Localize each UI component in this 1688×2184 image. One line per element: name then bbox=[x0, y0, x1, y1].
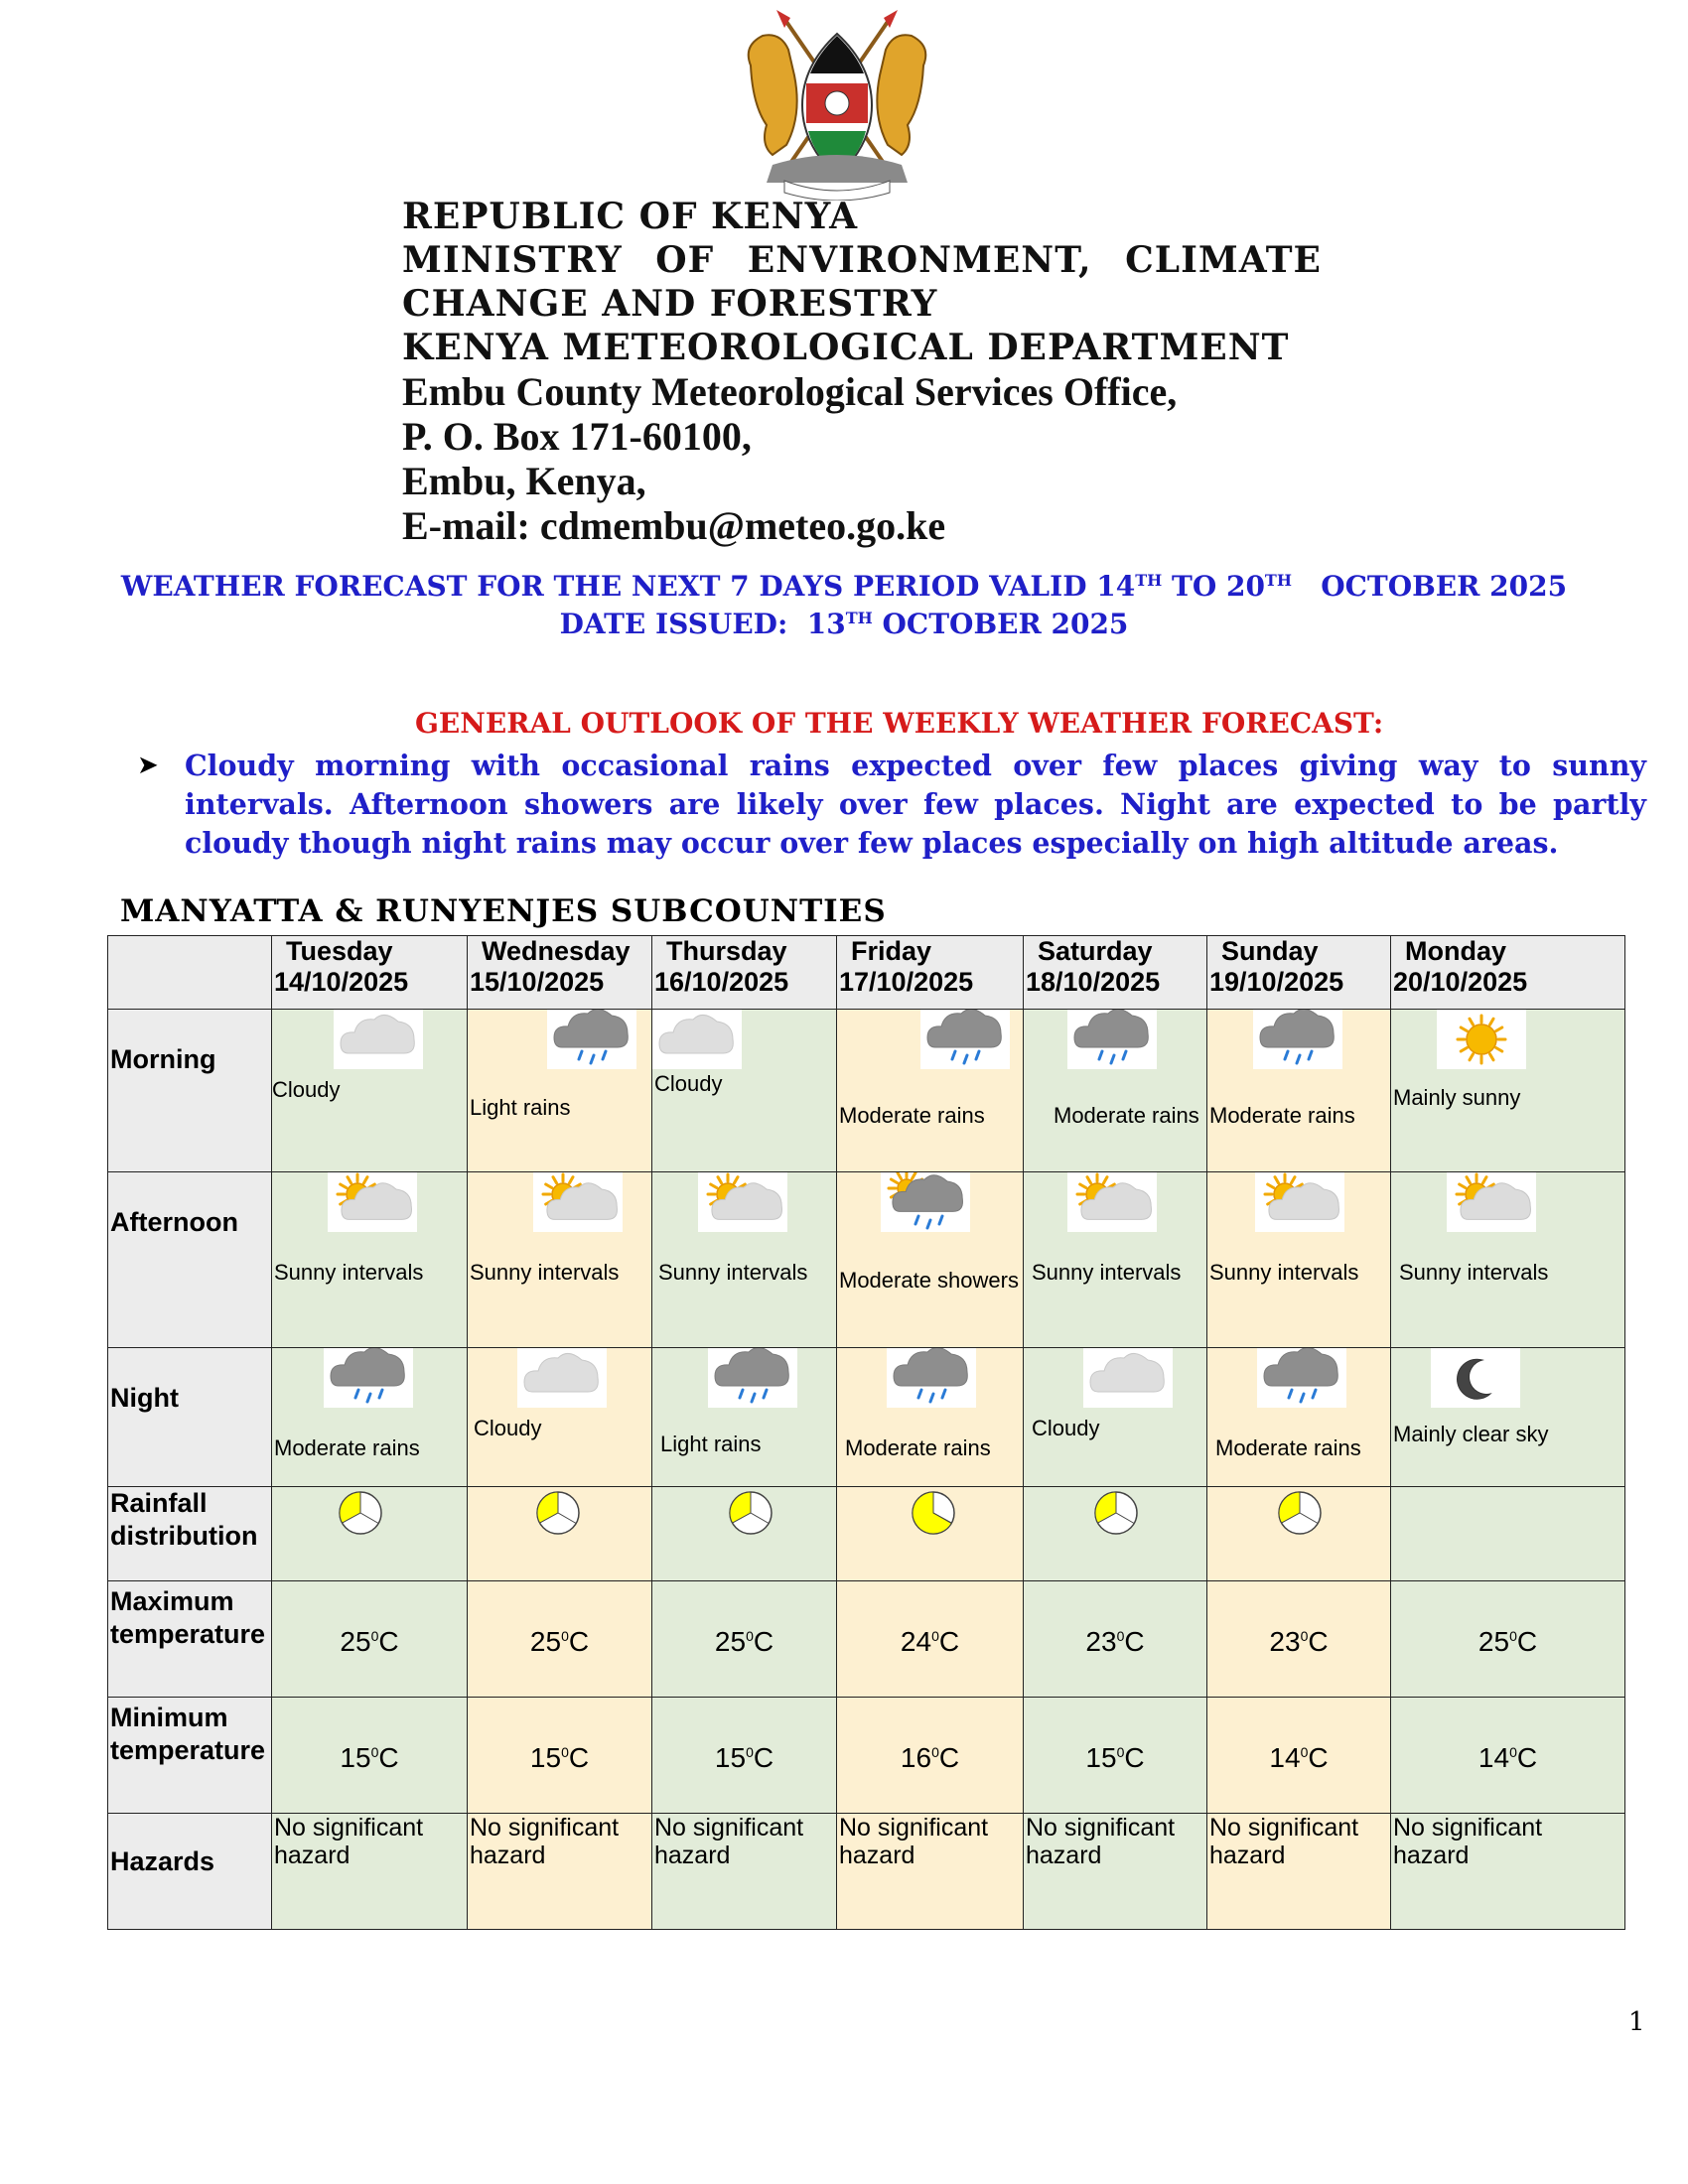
day-header bbox=[468, 936, 652, 1010]
morning-weather-text: Moderate rains bbox=[1054, 1103, 1199, 1128]
rainfall-pie-icon bbox=[728, 1490, 774, 1536]
ministry-word: MINISTRY bbox=[402, 239, 623, 281]
day-header bbox=[837, 936, 1024, 1010]
afternoon-row bbox=[108, 1172, 1625, 1348]
rainfall-pie-icon bbox=[1277, 1490, 1323, 1536]
hazards-row bbox=[108, 1814, 1625, 1930]
rainfall-pie-icon bbox=[1093, 1490, 1139, 1536]
day-date: 16/10/2025 bbox=[654, 967, 789, 997]
day-date: 20/10/2025 bbox=[1393, 967, 1528, 997]
day-date: 17/10/2025 bbox=[839, 967, 974, 997]
hazard-text: No significant hazard bbox=[272, 1814, 468, 1930]
row-label-night: Night bbox=[108, 1348, 272, 1487]
rain-cloud-icon bbox=[547, 1010, 636, 1069]
page-number: 1 bbox=[1628, 2007, 1645, 2037]
row-label-rainfall: Rainfall distribution bbox=[108, 1487, 272, 1581]
max-temperature-value: $25^0C$ bbox=[652, 1581, 837, 1698]
afternoon-weather-cell bbox=[1207, 1172, 1391, 1348]
day-name: Sunday bbox=[1221, 936, 1319, 966]
night-weather-text: Light rains bbox=[660, 1432, 762, 1456]
min-temperature-value: $16^0C$ bbox=[837, 1698, 1024, 1814]
sun-cloud-icon bbox=[698, 1172, 787, 1232]
rainfall-distribution-cell bbox=[468, 1487, 652, 1581]
night-weather-cell bbox=[272, 1348, 468, 1487]
max-temperature-value: $23^0C$ bbox=[1207, 1581, 1391, 1698]
header-ministry-line bbox=[402, 238, 1322, 282]
afternoon-weather-text: Sunny intervals bbox=[1032, 1260, 1182, 1285]
afternoon-weather-cell bbox=[1024, 1172, 1207, 1348]
min-temperature-value: $15^0C$ bbox=[652, 1698, 837, 1814]
day-name: Tuesday bbox=[286, 936, 393, 966]
day-name: Friday bbox=[851, 936, 932, 966]
rain-cloud-icon bbox=[920, 1010, 1010, 1069]
morning-weather-text: Mainly sunny bbox=[1393, 1085, 1521, 1110]
rainfall-pie-icon bbox=[338, 1490, 383, 1536]
ministry-word: OF bbox=[655, 239, 715, 281]
moon-icon bbox=[1431, 1348, 1520, 1408]
rainfall-distribution-cell bbox=[1024, 1487, 1207, 1581]
morning-weather-text: Moderate rains bbox=[1209, 1103, 1355, 1128]
morning-weather-cell bbox=[272, 1010, 468, 1172]
sun-cloud-icon bbox=[1067, 1172, 1157, 1232]
max-temperature-value: $23^0C$ bbox=[1024, 1581, 1207, 1698]
morning-weather-cell bbox=[1391, 1010, 1625, 1172]
day-date: 14/10/2025 bbox=[274, 967, 409, 997]
max-temperature-value: $25^0C$ bbox=[1391, 1581, 1625, 1698]
morning-weather-cell bbox=[837, 1010, 1024, 1172]
row-label-afternoon: Afternoon bbox=[108, 1172, 272, 1348]
day-date: 19/10/2025 bbox=[1209, 967, 1344, 997]
header-republic: REPUBLIC OF KENYA bbox=[402, 196, 859, 237]
night-weather-text: Moderate rains bbox=[845, 1435, 991, 1460]
day-header bbox=[272, 936, 468, 1010]
date-issued: DATE ISSUED: 13TH OCTOBER 2025 bbox=[559, 608, 1129, 640]
day-header bbox=[652, 936, 837, 1010]
sun-icon bbox=[1437, 1010, 1526, 1069]
afternoon-weather-cell bbox=[1391, 1172, 1625, 1348]
day-header bbox=[1207, 936, 1391, 1010]
rain-cloud-icon bbox=[1067, 1010, 1157, 1069]
morning-weather-text: Cloudy bbox=[272, 1077, 341, 1102]
day-header bbox=[1024, 936, 1207, 1010]
hazard-text: No significant hazard bbox=[1207, 1814, 1391, 1930]
cloud-icon bbox=[1083, 1348, 1173, 1408]
day-date: 15/10/2025 bbox=[470, 967, 605, 997]
rainfall-row bbox=[108, 1487, 1625, 1581]
rain-cloud-icon bbox=[708, 1348, 797, 1408]
forecast-validity-title: WEATHER FORECAST FOR THE NEXT 7 DAYS PERIOD VALID 14TH TO 20TH OCTOBER 2025 bbox=[120, 570, 1568, 603]
hazard-text: No significant hazard bbox=[468, 1814, 652, 1930]
max-temperature-value: $24^0C$ bbox=[837, 1581, 1024, 1698]
sun-rain-cloud-icon bbox=[881, 1172, 970, 1232]
hazard-text: No significant hazard bbox=[837, 1814, 1024, 1930]
min-temperature-value: $15^0C$ bbox=[272, 1698, 468, 1814]
cloud-icon bbox=[652, 1010, 742, 1069]
outlook-block bbox=[137, 747, 1646, 863]
min-temperature-value: $15^0C$ bbox=[468, 1698, 652, 1814]
rain-cloud-icon bbox=[1253, 1010, 1342, 1069]
max-temp-row bbox=[108, 1581, 1625, 1698]
afternoon-weather-text: Sunny intervals bbox=[658, 1260, 808, 1285]
header-location: Embu, Kenya, bbox=[402, 459, 646, 503]
arrow-bullet-icon: ➤ bbox=[137, 751, 159, 780]
max-temperature-value: $25^0C$ bbox=[468, 1581, 652, 1698]
outlook-text: Cloudy morning with occasional rains expected over few places giving way to sunny intervals. Afternoon showers are likely over few places. Night are expected to be partly cloudy though night rains may occur over few places especially on high altitude areas. bbox=[185, 749, 1646, 860]
header-department: KENYA METEOROLOGICAL DEPARTMENT bbox=[402, 327, 1290, 368]
night-weather-cell bbox=[1024, 1348, 1207, 1487]
morning-weather-text: Moderate rains bbox=[839, 1103, 985, 1128]
night-weather-text: Moderate rains bbox=[274, 1435, 420, 1460]
night-weather-text: Mainly clear sky bbox=[1393, 1422, 1549, 1446]
row-label-max-temp: Maximum temperature bbox=[108, 1581, 272, 1698]
header-po-box: P. O. Box 171-60100, bbox=[402, 414, 752, 459]
row-label-hazards: Hazards bbox=[108, 1814, 272, 1930]
night-weather-text: Cloudy bbox=[1032, 1416, 1100, 1440]
day-name: Saturday bbox=[1038, 936, 1153, 966]
rainfall-distribution-cell bbox=[1207, 1487, 1391, 1581]
afternoon-weather-text: Sunny intervals bbox=[1399, 1260, 1549, 1285]
night-weather-cell bbox=[468, 1348, 652, 1487]
header-ministry-cont: CHANGE AND FORESTRY bbox=[402, 283, 938, 325]
hazard-text: No significant hazard bbox=[652, 1814, 837, 1930]
max-temperature-value: $25^0C$ bbox=[272, 1581, 468, 1698]
rain-cloud-icon bbox=[1257, 1348, 1346, 1408]
hazard-text: No significant hazard bbox=[1024, 1814, 1207, 1930]
outlook-heading: GENERAL OUTLOOK OF THE WEEKLY WEATHER FORECAST: bbox=[415, 707, 1384, 740]
rainfall-distribution-cell bbox=[652, 1487, 837, 1581]
day-name: Monday bbox=[1405, 936, 1507, 966]
min-temp-row bbox=[108, 1698, 1625, 1814]
afternoon-weather-text: Sunny intervals bbox=[274, 1260, 424, 1285]
row-label-morning: Morning bbox=[108, 1010, 272, 1172]
afternoon-weather-cell bbox=[837, 1172, 1024, 1348]
afternoon-weather-cell bbox=[272, 1172, 468, 1348]
morning-row bbox=[108, 1010, 1625, 1172]
morning-weather-cell bbox=[1024, 1010, 1207, 1172]
morning-weather-text: Light rains bbox=[470, 1095, 571, 1120]
letterhead bbox=[402, 195, 1326, 548]
afternoon-weather-cell bbox=[468, 1172, 652, 1348]
rain-cloud-icon bbox=[324, 1348, 413, 1408]
night-weather-cell bbox=[1207, 1348, 1391, 1487]
header-office: Embu County Meteorological Services Office, bbox=[402, 369, 1178, 414]
day-header bbox=[1391, 936, 1625, 1010]
rainfall-pie-icon bbox=[911, 1490, 956, 1536]
night-weather-cell bbox=[1391, 1348, 1625, 1487]
sun-cloud-icon bbox=[1255, 1172, 1344, 1232]
subcounty-title: MANYATTA & RUNYENJES SUBCOUNTIES bbox=[120, 893, 887, 929]
rainfall-distribution-cell bbox=[1391, 1487, 1625, 1581]
day-header-row bbox=[108, 936, 1625, 1010]
ministry-word: CLIMATE bbox=[1125, 239, 1322, 281]
hazard-text: No significant hazard bbox=[1391, 1814, 1625, 1930]
night-weather-cell bbox=[652, 1348, 837, 1487]
afternoon-weather-text: Moderate showers bbox=[839, 1268, 1019, 1293]
cloud-icon bbox=[334, 1010, 423, 1069]
morning-weather-cell bbox=[652, 1010, 837, 1172]
corner-cell bbox=[108, 936, 272, 1010]
night-weather-text: Moderate rains bbox=[1215, 1435, 1361, 1460]
sun-cloud-icon bbox=[328, 1172, 417, 1232]
day-name: Wednesday bbox=[482, 936, 631, 966]
day-name: Thursday bbox=[666, 936, 787, 966]
row-label-min-temp: Minimum temperature bbox=[108, 1698, 272, 1814]
ministry-word: ENVIRONMENT, bbox=[747, 239, 1092, 281]
morning-weather-cell bbox=[468, 1010, 652, 1172]
afternoon-weather-text: Sunny intervals bbox=[470, 1260, 620, 1285]
min-temperature-value: $15^0C$ bbox=[1024, 1698, 1207, 1814]
rainfall-pie-icon bbox=[535, 1490, 581, 1536]
coat-of-arms-emblem bbox=[733, 6, 941, 201]
sun-cloud-icon bbox=[1447, 1172, 1536, 1232]
morning-weather-cell bbox=[1207, 1010, 1391, 1172]
morning-weather-text: Cloudy bbox=[654, 1071, 723, 1096]
afternoon-weather-text: Sunny intervals bbox=[1209, 1260, 1359, 1285]
cloud-icon bbox=[517, 1348, 607, 1408]
rainfall-distribution-cell bbox=[837, 1487, 1024, 1581]
rainfall-distribution-cell bbox=[272, 1487, 468, 1581]
night-weather-text: Cloudy bbox=[474, 1416, 542, 1440]
day-date: 18/10/2025 bbox=[1026, 967, 1161, 997]
min-temperature-value: $14^0C$ bbox=[1207, 1698, 1391, 1814]
min-temperature-value: $14^0C$ bbox=[1391, 1698, 1625, 1814]
afternoon-weather-cell bbox=[652, 1172, 837, 1348]
night-row bbox=[108, 1348, 1625, 1487]
header-email: E-mail: cdmembu@meteo.go.ke bbox=[402, 503, 946, 548]
sun-cloud-icon bbox=[533, 1172, 623, 1232]
rain-cloud-icon bbox=[887, 1348, 976, 1408]
forecast-table bbox=[107, 935, 1625, 1930]
night-weather-cell bbox=[837, 1348, 1024, 1487]
